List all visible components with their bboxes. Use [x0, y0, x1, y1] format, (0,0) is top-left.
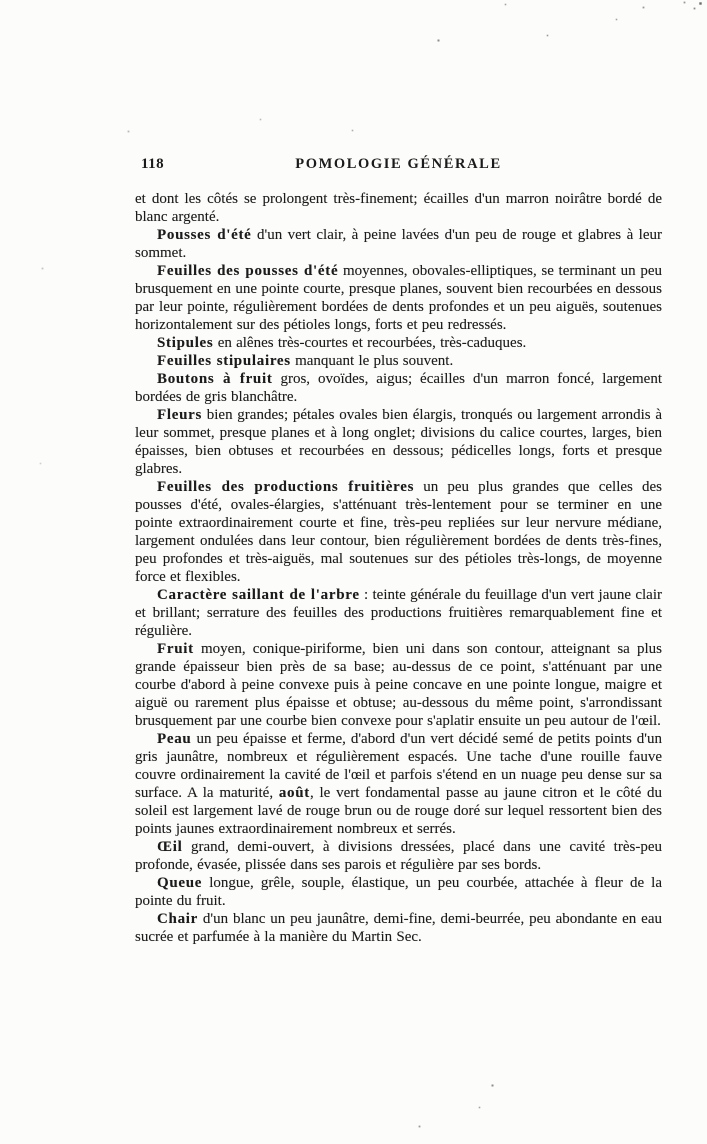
paragraph — [135, 190, 662, 226]
bold-term: Stipules — [157, 335, 214, 351]
bold-term: août — [278, 785, 310, 801]
paragraph — [135, 910, 662, 946]
paragraph-text: moyennes, obovales-elliptiques, se terminant un peu brusquement en une pointe courte, presque planes, souvent bien recourbées en dessous par leur pointe, régulièrement bordées de dents profondes et un peu aiguës, soutenues horizontalement sur des pétioles longs, forts et peu redressés. — [135, 263, 662, 333]
paragraph-text: manquant le plus souvent. — [290, 353, 454, 369]
paragraph-text: en alênes très-courtes et recourbées, très-caduques. — [213, 335, 527, 351]
paragraph — [135, 586, 662, 640]
bold-term: Feuilles des pousses d'été — [157, 263, 339, 279]
paragraph — [135, 874, 662, 910]
scan-noise-specks — [0, 0, 1, 1]
paragraph — [135, 478, 662, 586]
paragraph — [135, 334, 662, 352]
bold-term: Pousses d'été — [157, 227, 252, 243]
bold-term: Fleurs — [157, 407, 203, 423]
bold-term: Queue — [157, 875, 203, 891]
page-body — [135, 190, 662, 946]
bold-term: Feuilles des productions fruitières — [157, 479, 415, 495]
paragraph-text: un peu épaisse et ferme, d'abord d'un vert décidé semé de petits points d'un gris jaunâtre, nombreux et régulièrement espacés. Une tache d'une rouille fauve couvre ordinairement la cavité de l'œil et parfois s'étend en un nuage peu dense sur sa surface. A la maturité, — [135, 731, 662, 801]
paragraph — [135, 352, 662, 370]
paragraph — [135, 406, 662, 478]
paragraph-text: grand, demi-ouvert, à divisions dressées, placé dans une cavité très-peu profonde, évasée, plissée dans ses parois et régulière par ses bords. — [135, 839, 662, 873]
bold-term: Fruit — [157, 641, 194, 657]
bold-term: Chair — [157, 911, 198, 927]
paragraph-text: gros, ovoïdes, aigus; écailles d'un marron foncé, largement bordées de gris blanchâtre. — [135, 371, 662, 405]
page-number: 118 — [141, 156, 165, 172]
paragraph-text: d'un vert clair, à peine lavées d'un peu de rouge et glabres à leur sommet. — [135, 227, 662, 261]
paragraph — [135, 838, 662, 874]
bold-term: Peau — [157, 731, 192, 747]
bold-term: Caractère saillant de l'arbre — [157, 587, 360, 603]
bold-term: Œil — [157, 839, 183, 855]
paragraph-text: , le vert fondamental passe au jaune citron et le côté du soleil est largement lavé de rouge brun ou de rouge doré sur lequel ressortent bien des points jaunes extraordinairement nombreux et serrés. — [135, 785, 662, 837]
paragraph — [135, 370, 662, 406]
bold-term: Boutons à fruit — [157, 371, 273, 387]
running-title: POMOLOGIE GÉNÉRALE — [295, 156, 502, 172]
paragraph — [135, 730, 662, 838]
paragraph-text: longue, grêle, souple, élastique, un peu courbée, attachée à fleur de la pointe du fruit. — [135, 875, 662, 909]
paragraph — [135, 226, 662, 262]
paragraph-text: d'un blanc un peu jaunâtre, demi-fine, demi-beurrée, peu abondante en eau sucrée et parfumée à la manière du Martin Sec. — [135, 911, 662, 945]
paragraph-text: bien grandes; pétales ovales bien élargis, tronqués ou largement arrondis à leur sommet, presque planes et à long onglet; divisions du calice courtes, larges, bien épaisses, bien obtuses et recourbées en dessous; pédicelles longs, forts et presque glabres. — [135, 407, 662, 477]
page-header — [135, 156, 662, 176]
paragraph — [135, 640, 662, 730]
bold-term: Feuilles stipulaires — [157, 353, 291, 369]
paragraph — [135, 262, 662, 334]
text-column — [135, 156, 662, 946]
paragraph-text: et dont les côtés se prolongent très-finement; écailles d'un marron noirâtre bordé de blanc argenté. — [135, 191, 662, 225]
paragraph-text: un peu plus grandes que celles des pousses d'été, ovales-élargies, s'atténuant très-lentement pour se terminer en une pointe extraordinairement courte et fine, très-peu repliées sur leur nervure médiane, largement ondulées dans leur contour, bien régulièrement bordées de dents très-fines, peu profondes et très-aiguës, mal soutenues sur des pétioles très-longs, de moyenne force et flexibles. — [135, 479, 662, 585]
paragraph-text: moyen, conique-piriforme, bien uni dans son contour, atteignant sa plus grande épaisseur bien près de sa base; au-dessus de ce point, s'atténuant par une courbe d'abord à peine convexe puis à peine concave en une pointe longue, maigre et aiguë ou rarement plus épaisse et obtuse; au-dessous du même point, s'arrondissant brusquement par une courbe bien convexe pour s'aplatir ensuite un peu autour de l'œil. — [135, 641, 662, 729]
paragraph-text: : teinte générale du feuillage d'un vert jaune clair et brillant; serrature des feuilles des productions fruitières remarquablement fine et régulière. — [135, 587, 663, 639]
